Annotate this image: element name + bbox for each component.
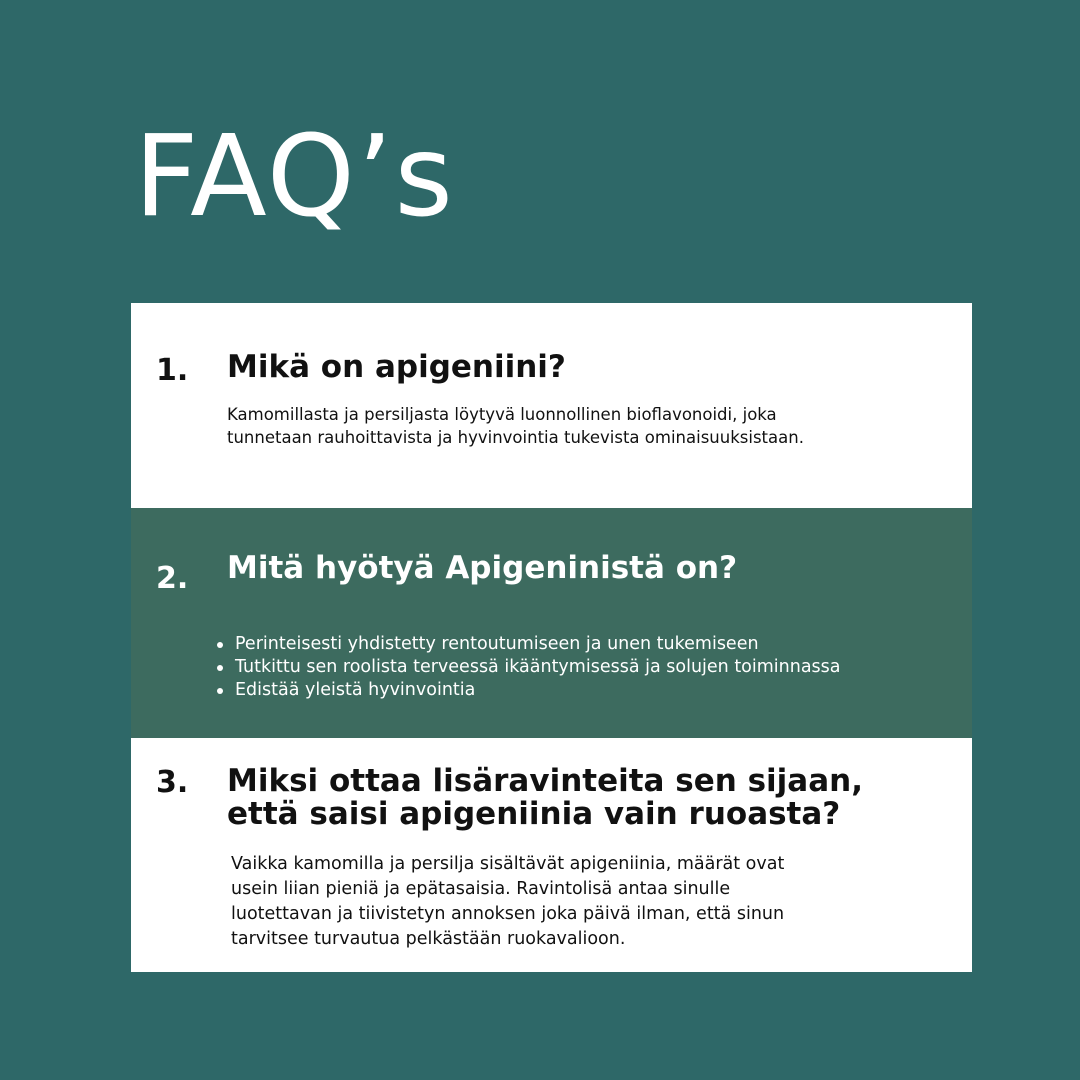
list-item: Perinteisesti yhdistetty rentoutumiseen ja unen tukemiseen: [215, 633, 841, 656]
faq-card-3: [131, 738, 972, 972]
list-item: Edistää yleistä hyvinvointia: [215, 679, 841, 702]
faq-question: [227, 765, 863, 831]
faq-question: Mitä hyötyä Apigeninistä on?: [227, 550, 738, 586]
faq-number: 2.: [156, 561, 189, 596]
faq-question: Mikä on apigeniini?: [227, 349, 566, 385]
answer-line: tunnetaan rauhoittavista ja hyvinvointia tukevista ominaisuuksistaan.: [227, 428, 804, 447]
faq-answer: [227, 403, 804, 449]
answer-line: usein liian pieniä ja epätasaisia. Ravintolisä antaa sinulle: [231, 879, 731, 899]
page-title: FAQ’s: [134, 112, 455, 242]
faq-card-1: [131, 303, 972, 508]
answer-line: Vaikka kamomilla ja persilja sisältävät apigeniinia, määrät ovat: [231, 854, 785, 874]
list-item: Tutkittu sen roolista terveessä ikääntymisessä ja solujen toiminnassa: [215, 656, 841, 679]
answer-line: tarvitsee turvautua pelkästään ruokavalioon.: [231, 929, 626, 949]
benefit-list: [215, 633, 841, 702]
answer-line: Kamomillasta ja persiljasta löytyvä luonnollinen bioflavonoidi, joka: [227, 405, 777, 424]
answer-line: luotettavan ja tiivistetyn annoksen joka päivä ilman, että sinun: [231, 904, 785, 924]
faq-number: 1.: [156, 353, 189, 388]
question-line: että saisi apigeniinia vain ruoasta?: [227, 796, 841, 832]
question-line: Miksi ottaa lisäravinteita sen sijaan,: [227, 763, 863, 799]
faq-answer: [231, 852, 784, 952]
faq-number: 3.: [156, 765, 189, 800]
faq-card-2: [131, 508, 972, 738]
